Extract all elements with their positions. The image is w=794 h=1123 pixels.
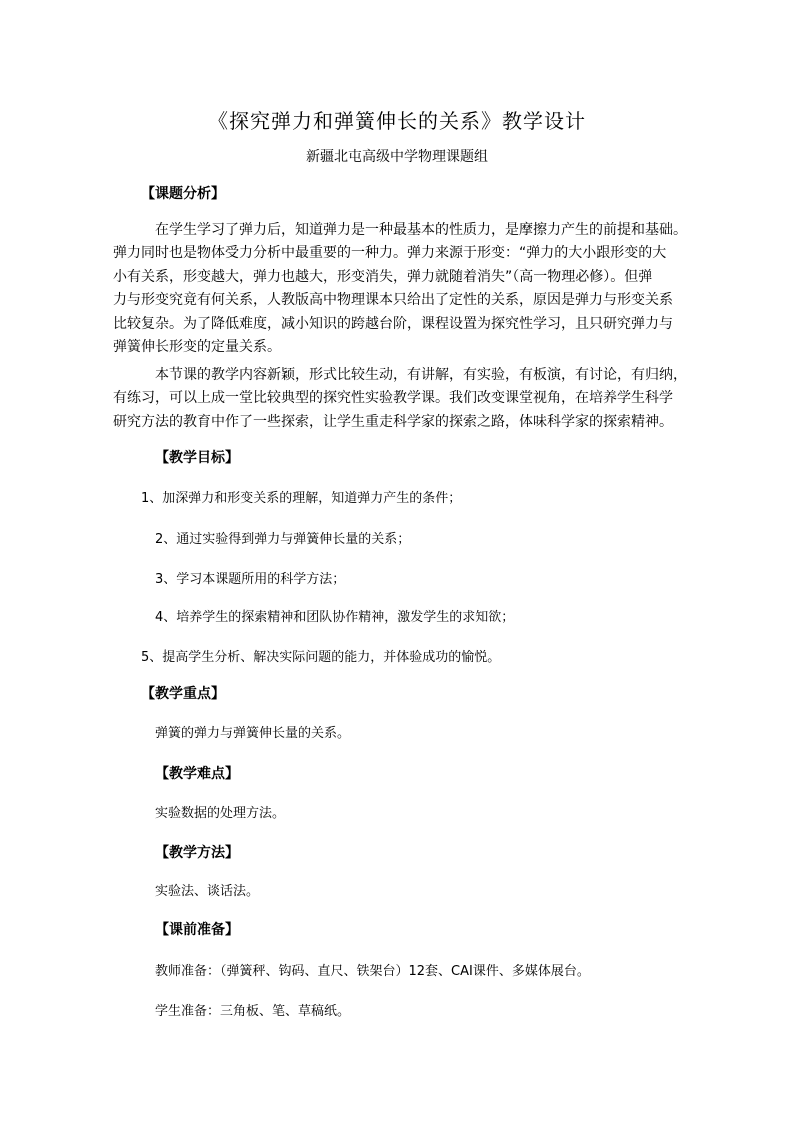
section-heading-preparation: 【课前准备】 xyxy=(155,922,239,938)
section-heading-analysis: 【课题分析】 xyxy=(141,186,225,202)
goal-item: 2、通过实验得到弹力与弹簧伸长量的关系； xyxy=(155,532,411,547)
goal-item: 5、提高学生分析、解决实际问题的能力，并体验成功的愉悦。 xyxy=(141,650,501,665)
paragraph-line: 在学生学习了弹力后，知道弹力是一种最基本的性质力，是摩擦力产生的前提和基础。 xyxy=(155,222,687,238)
goal-item: 3、学习本课题所用的科学方法； xyxy=(155,572,346,587)
goal-item: 4、培养学生的探索精神和团队协作精神，激发学生的求知欲； xyxy=(155,610,515,625)
section-heading-goals: 【教学目标】 xyxy=(155,450,239,466)
key-points-text: 弹簧的弹力与弹簧伸长量的关系。 xyxy=(155,726,351,741)
paragraph-line: 力与形变究竟有何关系，人教版高中物理课本只给出了定性的关系，原因是弹力与形变关系 xyxy=(113,292,673,309)
analysis-paragraph-2 xyxy=(113,364,695,434)
section-heading-methods: 【教学方法】 xyxy=(155,845,239,861)
analysis-paragraph-1 xyxy=(113,219,695,359)
methods-text: 实验法、谈话法。 xyxy=(155,884,260,899)
goal-item: 1、加深弹力和形变关系的理解，知道弹力产生的条件； xyxy=(141,491,462,506)
document-author: 新疆北屯高级中学物理课题组 xyxy=(306,149,488,165)
paragraph-line: 弹力同时也是物体受力分析中最重要的一种力。弹力来源于形变：“弹力的大小跟形变的大 xyxy=(113,245,667,262)
paragraph-line: 有练习，可以上成一堂比较典型的探究性实验教学课。我们改变课堂视角，在培养学生科学 xyxy=(113,390,673,407)
section-heading-key-points: 【教学重点】 xyxy=(141,686,225,702)
section-heading-difficulties: 【教学难点】 xyxy=(155,766,239,782)
paragraph-line: 比较复杂。为了降低难度，减小知识的跨越台阶，课程设置为探究性学习，且只研究弹力与 xyxy=(113,315,673,332)
paragraph-line: 研究方法的教育中作了一些探索，让学生重走科学家的探索之路，体味科学家的探索精神。 xyxy=(113,413,673,430)
paragraph-line: 弹簧伸长形变的定量关系。 xyxy=(113,338,281,355)
document-title: 《探究弹力和弹簧伸长的关系》教学设计 xyxy=(208,109,586,133)
teacher-preparation-text: 教师准备：（弹簧秤、钩码、直尺、铁架台）12套、CAI课件、多媒体展台。 xyxy=(155,964,590,979)
difficulties-text: 实验数据的处理方法。 xyxy=(155,806,286,821)
paragraph-line: 本节课的教学内容新颖，形式比较生动，有讲解，有实验，有板演，有讨论，有归纳， xyxy=(155,367,687,383)
paragraph-line: 小有关系，形变越大，弹力也越大，形变消失，弹力就随着消失”（高一物理必修）。但弹 xyxy=(113,268,653,285)
student-preparation-text: 学生准备：三角板、笔、草稿纸。 xyxy=(155,1004,351,1019)
